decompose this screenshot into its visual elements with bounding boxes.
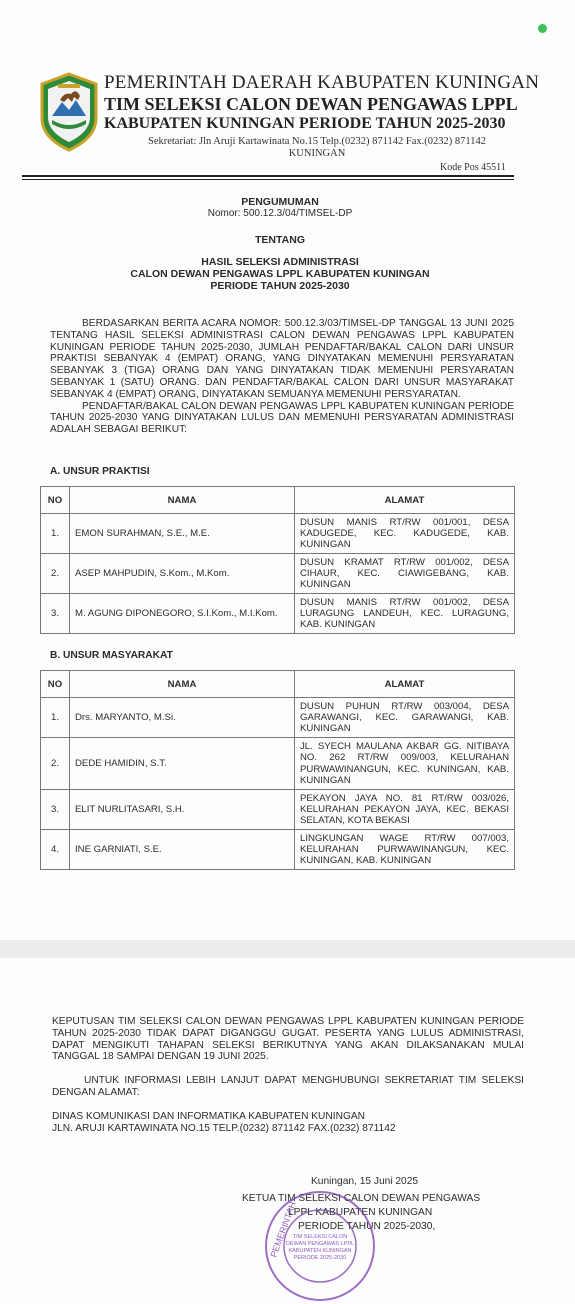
subject-line-1: HASIL SELEKSI ADMINISTRASI	[201, 256, 359, 268]
row-address: LINGKUNGAN WAGE RT/RW 007/003, KELURAHAN PURWAWINANGUN, KEC. KUNINGAN, KAB. KUNINGAN	[295, 830, 515, 870]
table-header-row	[41, 487, 515, 514]
kuningan-regency-emblem	[38, 72, 100, 152]
table-row	[41, 790, 515, 830]
row-name: ELIT NURLITASARI, S.H.	[70, 790, 295, 830]
official-stamp	[262, 1188, 378, 1304]
signature-role-line-3: PERIODE TAHUN 2025-2030,	[298, 1221, 436, 1232]
office-address: JLN. ARUJI KARTAWINATA NO.15 TELP.(0232) 871142 FAX.(0232) 871142	[52, 1122, 396, 1134]
announcement-title: PENGUMUMAN	[241, 196, 319, 208]
signature-place-date: Kuningan, 15 Juni 2025	[311, 1176, 419, 1187]
table-praktisi	[40, 486, 515, 634]
row-address: DUSUN MANIS RT/RW 001/002, DESA LURAGUNG LANDEUH, KEC. LURAGUNG, KAB. KUNINGAN	[295, 594, 515, 634]
col-header-name: NAMA	[70, 671, 295, 698]
page-gap	[0, 940, 575, 958]
table-row	[41, 514, 515, 554]
section-a-title: A. UNSUR PRAKTISI	[50, 466, 150, 477]
row-name: M. AGUNG DIPONEGORO, S.I.Kom., M.I.Kom.	[70, 594, 295, 634]
closing-section	[52, 1016, 524, 1134]
col-header-no: NO	[41, 671, 70, 698]
svg-text:DEWAN PENGAWAS LPPL: DEWAN PENGAWAS LPPL	[285, 1241, 355, 1247]
status-dot	[538, 24, 547, 33]
svg-text:KABUPATEN KUNINGAN: KABUPATEN KUNINGAN	[288, 1248, 352, 1254]
closing-paragraph-1: KEPUTUSAN TIM SELEKSI CALON DEWAN PENGAWAS LPPL KABUPATEN KUNINGAN PERIODE TAHUN 2025-2030 TIDAK DAPAT DIGANGGU GUGAT. PESERTA YANG LULUS ADMINISTRASI, DAPAT MENGIKUTI TAHAPAN SELEKSI BERIKUTNYA YANG AKAN DILAKSANAKAN MULAI TANGGAL 18 SAMPAI DENGAN 19 JUNI 2025.	[52, 1016, 524, 1063]
row-name: EMON SURAHMAN, S.E., M.E.	[70, 514, 295, 554]
row-address: JL. SYECH MAULANA AKBAR GG. NITIBAYA NO. 262 RT/RW 009/003, KELURAHAN PURWAWINANGUN, KEC. KUNINGAN, KAB. KUNINGAN	[295, 738, 515, 790]
col-header-address: ALAMAT	[295, 487, 515, 514]
header-address: Sekretariat: Jln Aruji Kartawinata No.15 Telp.(0232) 871142 Fax.(0232) 871142 KUNINGAN	[147, 136, 487, 159]
col-header-name: NAMA	[70, 487, 295, 514]
row-no: 3.	[41, 594, 70, 634]
row-address: DUSUN KRAMAT RT/RW 001/002, DESA CIHAUR, KEC. CIAWIGEBANG, KAB. KUNINGAN	[295, 554, 515, 594]
table-row	[41, 698, 515, 738]
row-no: 1.	[41, 698, 70, 738]
table-row	[41, 554, 515, 594]
row-address: PEKAYON JAYA NO. 81 RT/RW 003/026, KELURAHAN PEKAYON JAYA, KEC. BEKASI SELATAN, KOTA BEKASI	[295, 790, 515, 830]
svg-text:PERIODE 2025-2030: PERIODE 2025-2030	[293, 1255, 347, 1261]
header-rule-thick	[22, 175, 514, 177]
stamp-ring-text: PEMERINTAH	[268, 1200, 298, 1259]
row-name: Drs. MARYANTO, M.Si.	[70, 698, 295, 738]
announcement-number: Nomor: 500.12.3/04/TIMSEL-DP	[207, 208, 353, 219]
header-committee-name: TIM SELEKSI CALON DEWAN PENGAWAS LPPL	[104, 94, 518, 114]
closing-paragraph-2: UNTUK INFORMASI LEBIH LANJUT DAPAT MENGHUBUNGI SEKRETARIAT TIM SELEKSI DENGAN ALAMAT:	[52, 1075, 524, 1098]
section-b-title: B. UNSUR MASYARAKAT	[50, 650, 173, 661]
row-name: INE GARNIATI, S.E.	[70, 830, 295, 870]
row-no: 2.	[41, 554, 70, 594]
intro-paragraph-2: PENDAFTAR/BAKAL CALON DEWAN PENGAWAS LPPL KABUPATEN KUNINGAN PERIODE TAHUN 2025-2030 YANG DINYATAKAN LULUS DAN MEMENUHI PERSYARATAN ADMINISTRASI ADALAH SEBAGAI BERIKUT:	[50, 400, 514, 436]
table-masyarakat	[40, 670, 515, 870]
row-no: 4.	[41, 830, 70, 870]
office-name: DINAS KOMUNIKASI DAN INFORMATIKA KABUPATEN KUNINGAN	[52, 1110, 366, 1122]
header-postal-code: Kode Pos 45511	[440, 162, 506, 173]
subject-line-2: CALON DEWAN PENGAWAS LPPL KABUPATEN KUNINGAN	[130, 268, 430, 280]
table-row	[41, 594, 515, 634]
col-header-no: NO	[41, 487, 70, 514]
table-row	[41, 830, 515, 870]
row-name: ASEP MAHPUDIN, S.Kom., M.Kom.	[70, 554, 295, 594]
intro-paragraph-1: BERDASARKAN BERITA ACARA NOMOR: 500.12.3/03/TIMSEL-DP TANGGAL 13 JUNI 2025 TENTANG HASIL SELEKSI ADMINISTRASI CALON DEWAN PENGAWAS LPPL KABUPATEN KUNINGAN PERIODE TAHUN 2025-2030, JUMLAH PENDAFTAR/BAKAL CALON DARI UNSUR PRAKTISI SEBANYAK 4 (EMPAT) ORANG, YANG DINYATAKAN MEMENUHI PERSYARATAN SEBANYAK 3 (TIGA) ORANG DAN YANG DINYATAKAN TIDAK MEMENUHI PERSYARATAN SEBANYAK 1 (SATU) ORANG. DAN PENDAFTAR/BAKAL CALON DARI UNSUR MASYARAKAT SEBANYAK 4 (EMPAT) ORANG, DINYATAKAN SEMUANYA MEMENUHI PERSYARATAN.	[50, 318, 514, 400]
about-label: TENTANG	[255, 234, 305, 246]
subject-line-3: PERIODE TAHUN 2025-2030	[210, 280, 350, 292]
row-no: 3.	[41, 790, 70, 830]
row-no: 1.	[41, 514, 70, 554]
svg-text:TIM SELEKSI CALON: TIM SELEKSI CALON	[292, 1234, 348, 1240]
col-header-address: ALAMAT	[295, 671, 515, 698]
header-period: KABUPATEN KUNINGAN PERIODE TAHUN 2025-2030	[104, 115, 506, 132]
signature-role-line-1: KETUA TIM SELEKSI CALON DEWAN PENGAWAS	[242, 1193, 481, 1204]
table-header-row	[41, 671, 515, 698]
row-address: DUSUN PUHUN RT/RW 003/004, DESA GARAWANGI, KEC. GARAWANGI, KAB. KUNINGAN	[295, 698, 515, 738]
row-address: DUSUN MANIS RT/RW 001/001, DESA KADUGEDE, KEC. KADUGEDE, KAB. KUNINGAN	[295, 514, 515, 554]
signature-role-line-2: LPPL KABUPATEN KUNINGAN	[288, 1207, 433, 1218]
header-rule-thin	[22, 179, 514, 180]
table-row	[41, 738, 515, 790]
row-name: DEDE HAMIDIN, S.T.	[70, 738, 295, 790]
row-no: 2.	[41, 738, 70, 790]
intro-paragraphs	[50, 318, 514, 436]
header-government-name: PEMERINTAH DAERAH KABUPATEN KUNINGAN	[104, 72, 540, 93]
